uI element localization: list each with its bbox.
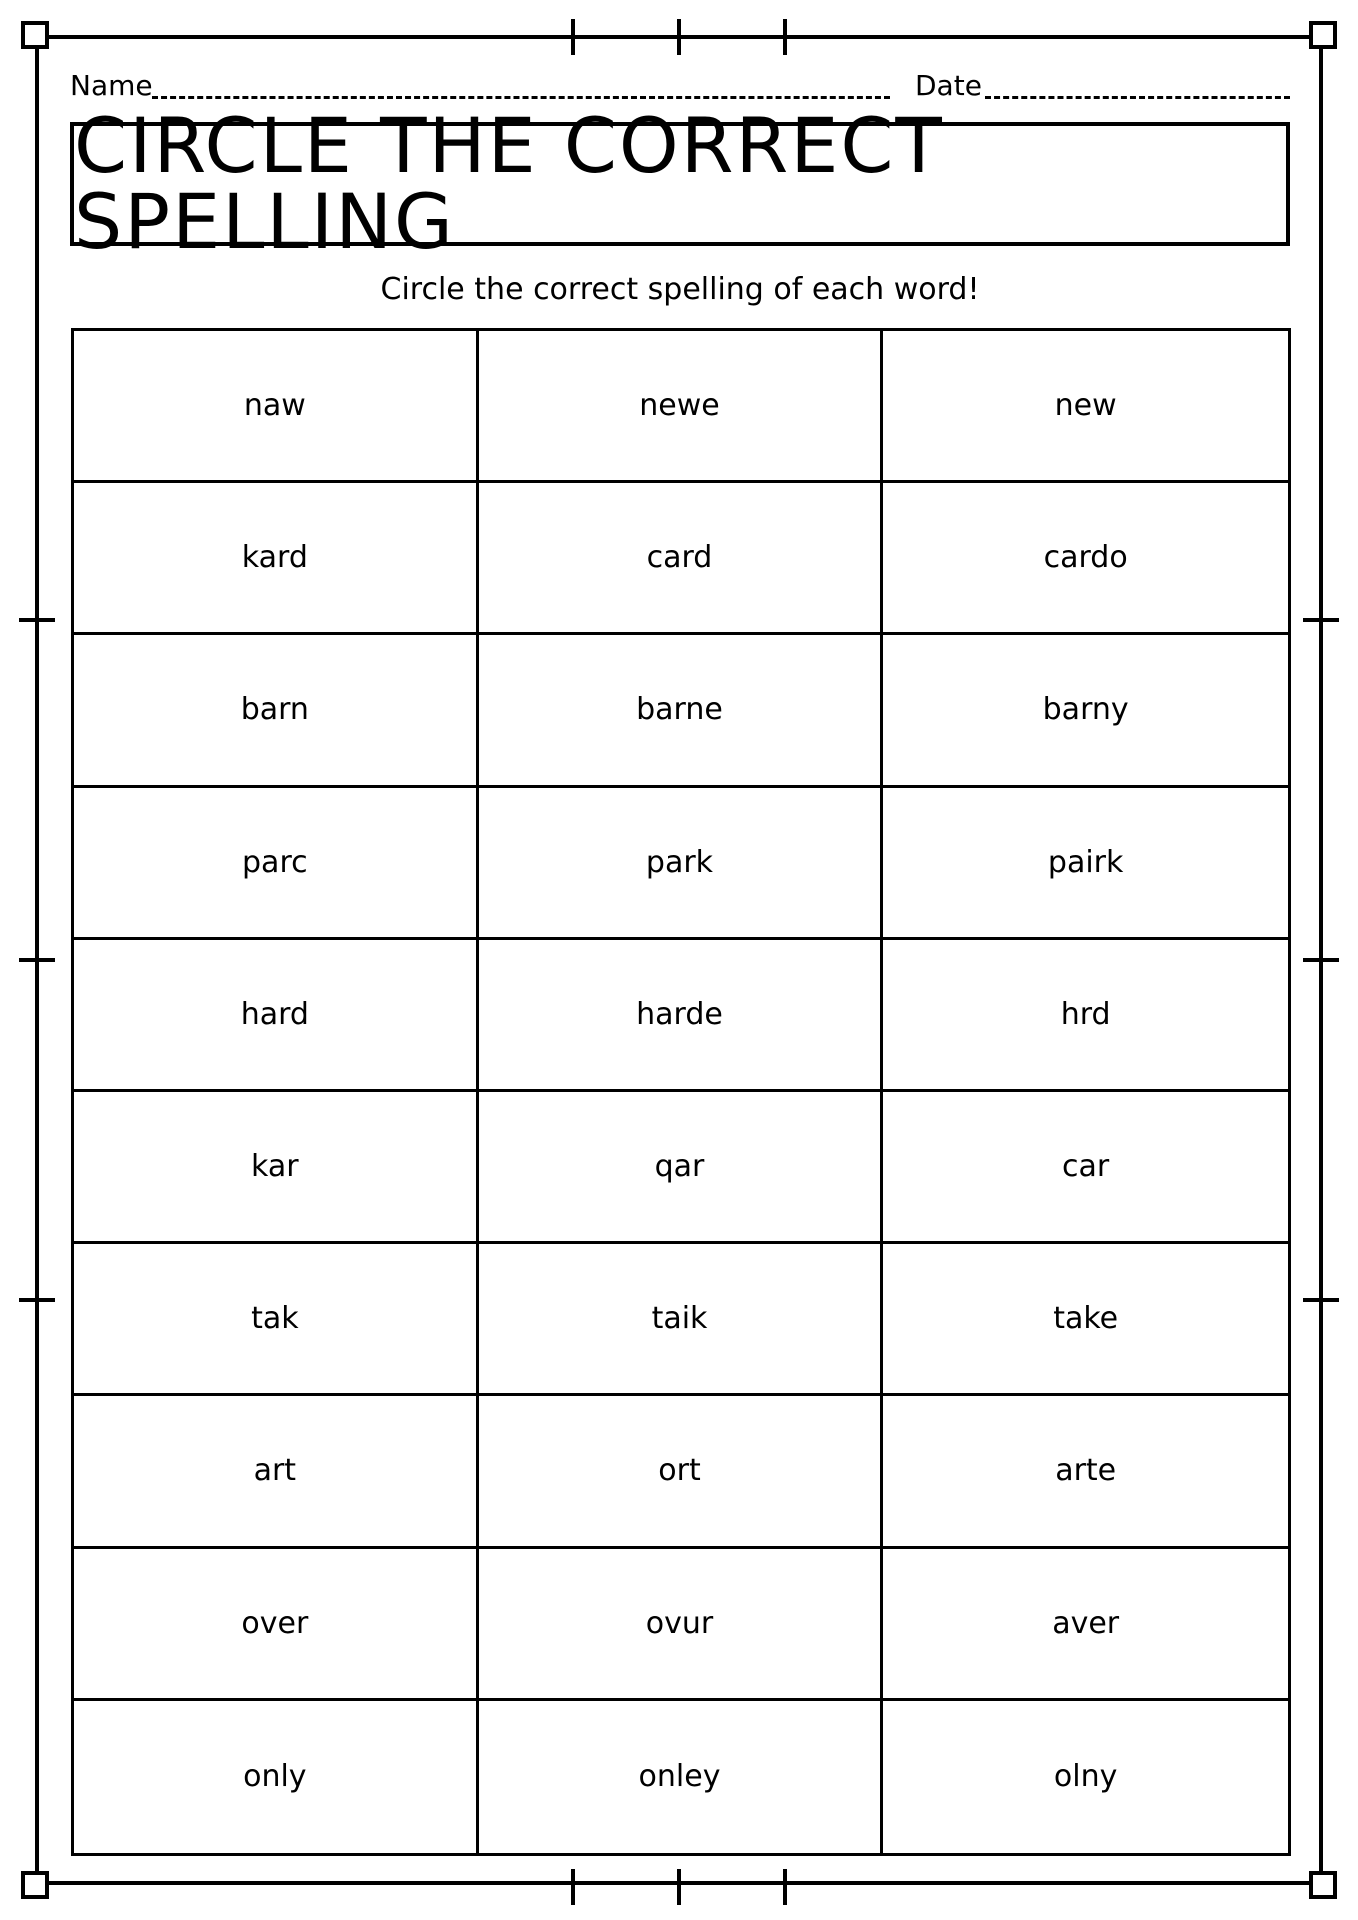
word-cell[interactable]: qar bbox=[479, 1092, 884, 1244]
word-cell[interactable]: hard bbox=[74, 940, 479, 1092]
word-cell[interactable]: olny bbox=[1053, 1759, 1118, 1795]
word-cell[interactable]: arte bbox=[883, 1396, 1288, 1548]
corner-square-top-right bbox=[1309, 21, 1337, 49]
word-cell[interactable]: barny bbox=[883, 635, 1288, 787]
word-cell[interactable]: new bbox=[883, 331, 1288, 483]
word-cell[interactable]: harde bbox=[479, 940, 884, 1092]
border-tick bbox=[677, 19, 681, 55]
border-tick bbox=[571, 1869, 575, 1905]
border-tick bbox=[783, 1869, 787, 1905]
word-cell[interactable]: aver bbox=[883, 1549, 1288, 1701]
border-tick bbox=[571, 19, 575, 55]
border-tick bbox=[19, 958, 55, 962]
border-tick bbox=[1303, 958, 1339, 962]
word-cell[interactable]: taik bbox=[479, 1244, 884, 1396]
word-grid bbox=[71, 328, 1291, 1856]
word-cell[interactable]: newe bbox=[479, 331, 884, 483]
word-cell[interactable]: kar bbox=[74, 1092, 479, 1244]
word-cell[interactable]: ovur bbox=[479, 1549, 884, 1701]
page-title: CIRCLE THE CORRECT SPELLING bbox=[74, 101, 944, 266]
word-cell[interactable]: parc bbox=[74, 788, 479, 940]
word-cell[interactable]: barne bbox=[479, 635, 884, 787]
corner-square-top-left bbox=[21, 21, 49, 49]
corner-square-bottom-left bbox=[21, 1871, 49, 1899]
word-cell[interactable]: onley bbox=[479, 1701, 884, 1853]
word-cell[interactable]: kard bbox=[74, 483, 479, 635]
word-cell[interactable]: cardo bbox=[883, 483, 1288, 635]
border-tick bbox=[19, 618, 55, 622]
date-field[interactable] bbox=[985, 96, 1290, 99]
word-cell[interactable]: car bbox=[883, 1092, 1288, 1244]
word-cell[interactable]: barn bbox=[74, 635, 479, 787]
date-label: Date bbox=[915, 69, 982, 102]
border-tick bbox=[783, 19, 787, 55]
name-date-header bbox=[70, 66, 1290, 106]
border-tick bbox=[19, 1298, 55, 1302]
border-tick bbox=[1303, 618, 1339, 622]
word-cell[interactable]: card bbox=[479, 483, 884, 635]
word-cell[interactable]: tak bbox=[74, 1244, 479, 1396]
instructions-text: Circle the correct spelling of each word! bbox=[380, 272, 980, 307]
corner-square-bottom-right bbox=[1309, 1871, 1337, 1899]
word-cell[interactable]: park bbox=[479, 788, 884, 940]
word-cell[interactable]: only bbox=[74, 1701, 479, 1853]
border-tick bbox=[677, 1869, 681, 1905]
title-box bbox=[70, 101, 1290, 266]
word-cell[interactable]: hrd bbox=[883, 940, 1288, 1092]
word-cell[interactable]: over bbox=[74, 1549, 479, 1701]
word-cell[interactable]: take bbox=[883, 1244, 1288, 1396]
word-cell[interactable]: pairk bbox=[883, 788, 1288, 940]
name-label: Name bbox=[70, 69, 153, 102]
word-cell[interactable]: art bbox=[74, 1396, 479, 1548]
word-cell[interactable]: naw bbox=[74, 331, 479, 483]
border-tick bbox=[1303, 1298, 1339, 1302]
word-cell[interactable]: ort bbox=[479, 1396, 884, 1548]
name-field[interactable] bbox=[152, 96, 890, 99]
